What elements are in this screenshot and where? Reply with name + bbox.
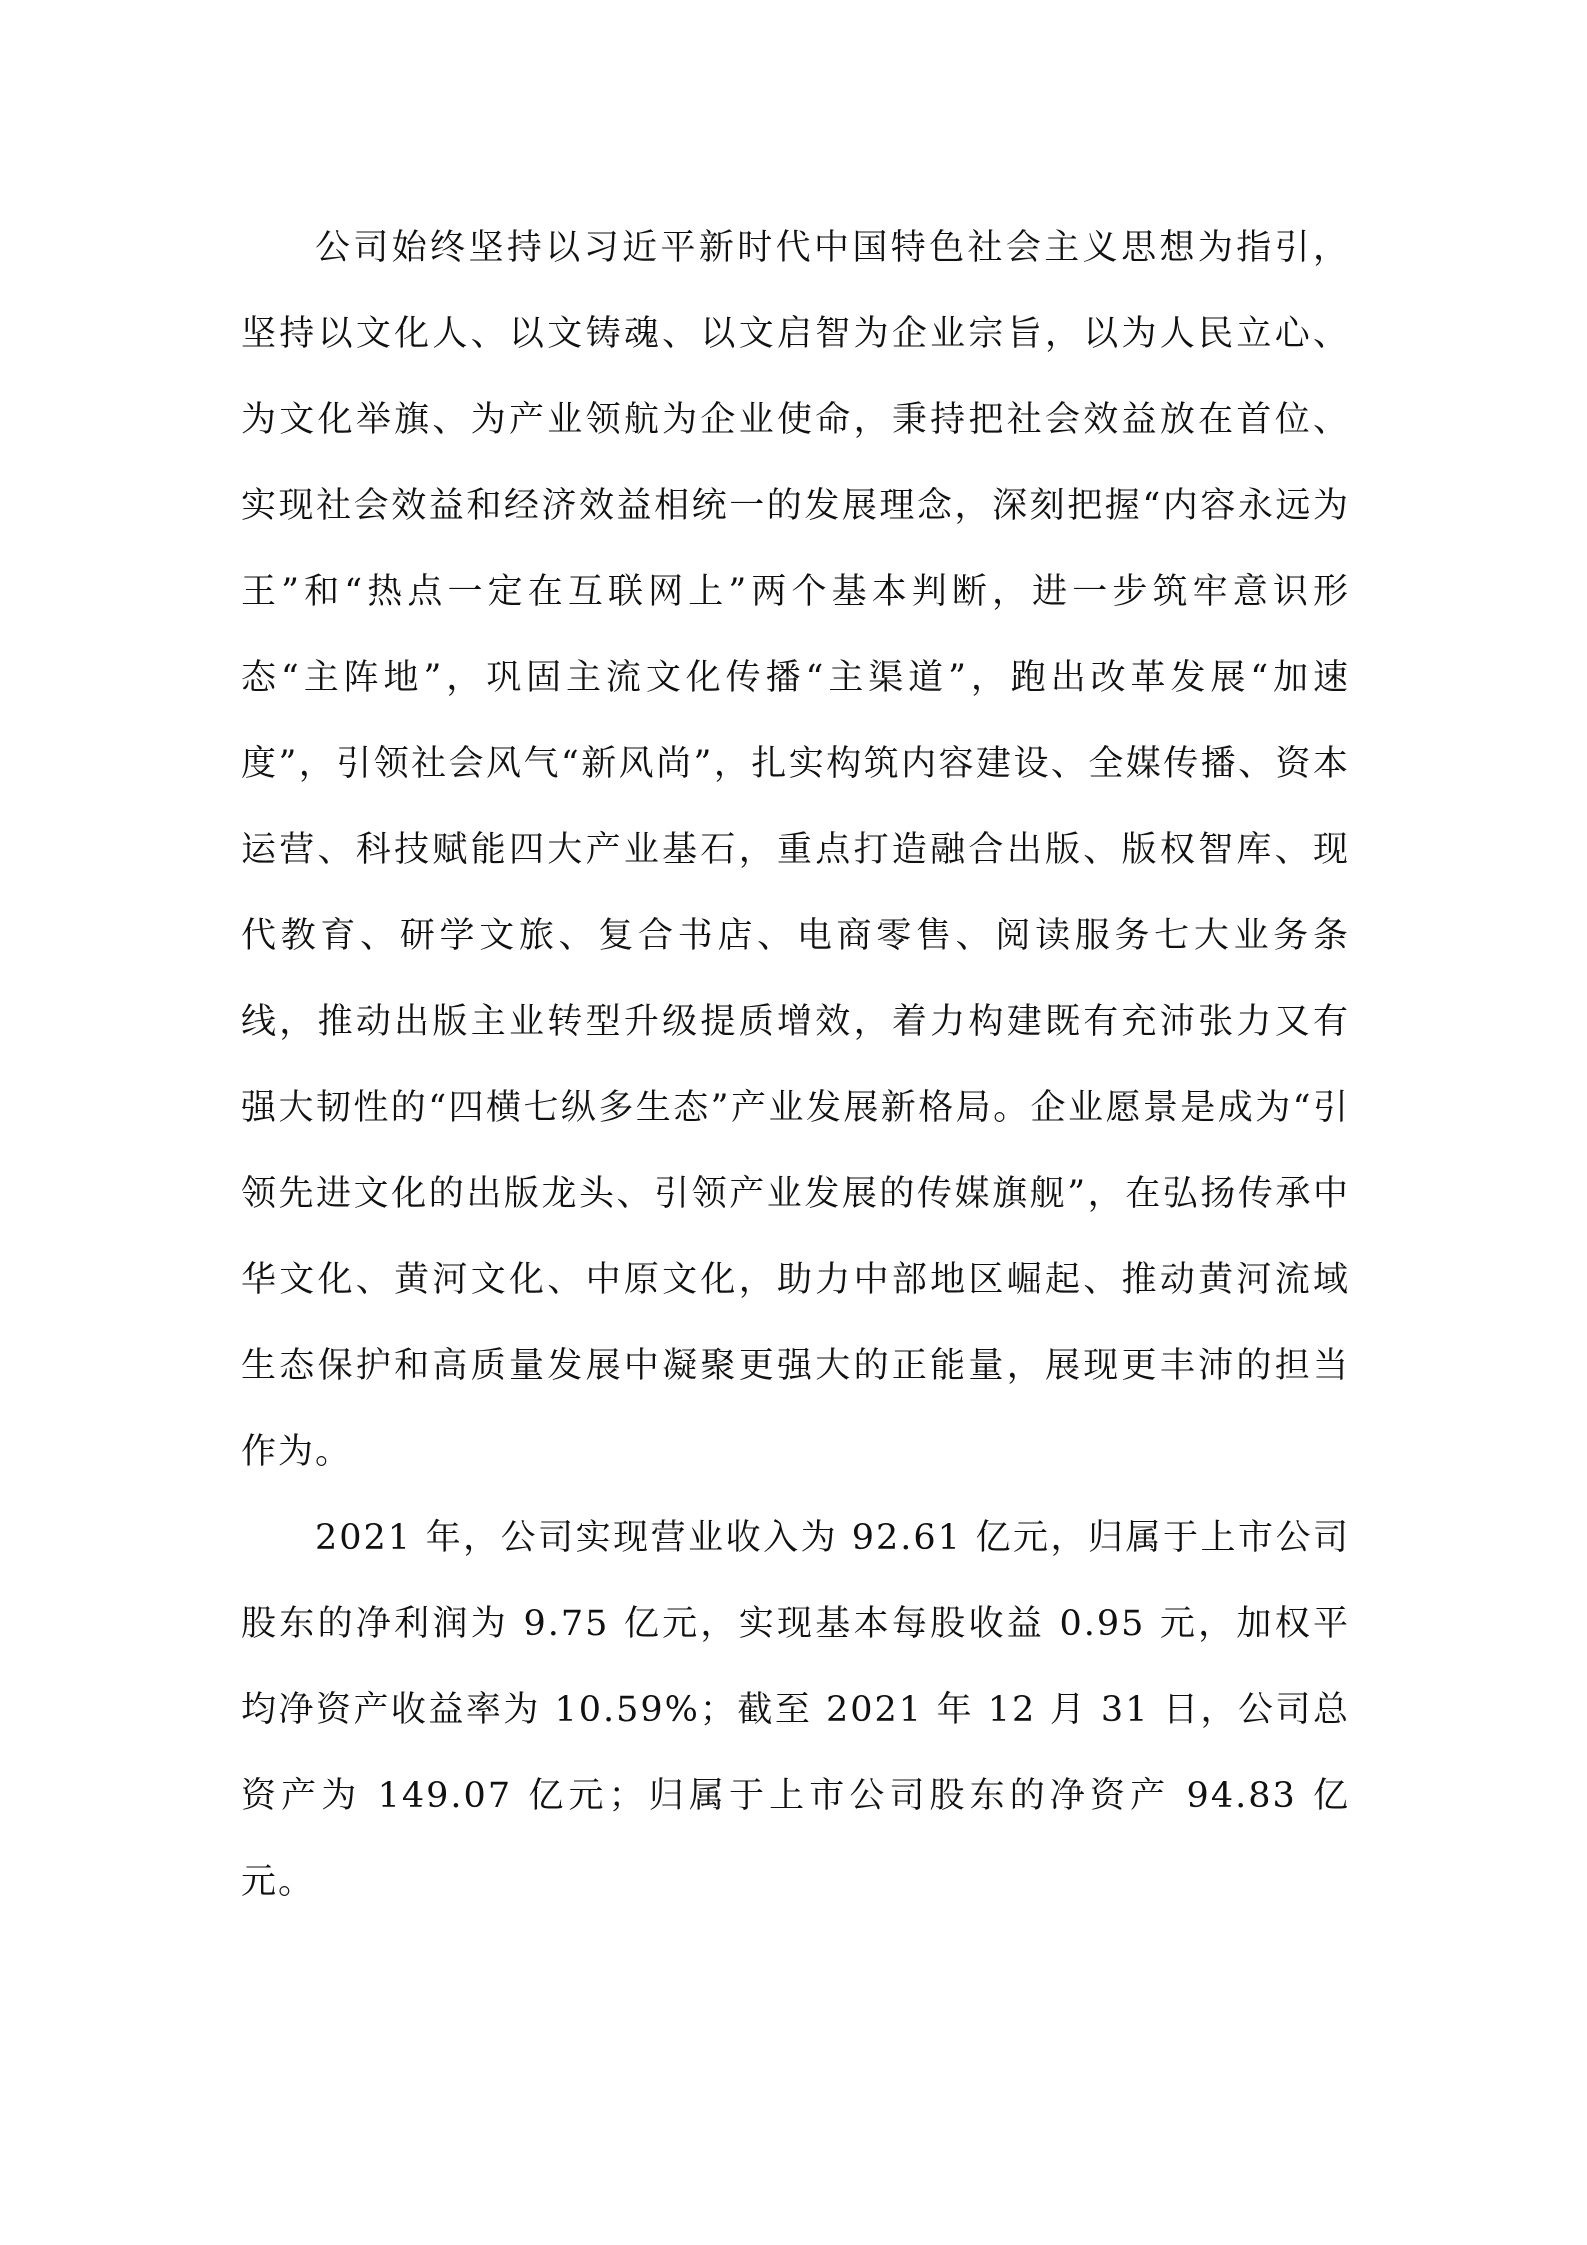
paragraph-company-mission: 公司始终坚持以习近平新时代中国特色社会主义思想为指引，坚持以文化人、以文铸魂、以文启智为企业宗旨，以为人民立心、为文化举旗、为产业领航为企业使命，秉持把社会效益放在首位、实现社会效益和经济效益相统一的发展理念，深刻把握“内容永远为王”和“热点一定在互联网上”两个基本判断，进一步筑牢意识形态“主阵地”，巩固主流文化传播“主渠道”，跑出改革发展“加速度”，引领社会风气“新风尚”，扎实构筑内容建设、全媒传播、资本运营、科技赋能四大产业基石，重点打造融合出版、版权智库、现代教育、研学文旅、复合书店、电商零售、阅读服务七大业务条线，推动出版主业转型升级提质增效，着力构建既有充沛张力又有强大韧性的“四横七纵多生态”产业发展新格局。企业愿景是成为“引领先进文化的出版龙头、引领产业发展的传媒旗舰”，在弘扬传承中华文化、黄河文化、中原文化，助力中部地区崛起、推动黄河流域生态保护和高质量发展中凝聚更强大的正能量，展现更丰沛的担当作为。 [241,228,1350,1472]
paragraph-financial-summary: 2021 年，公司实现营业收入为 92.61 亿元，归属于上市公司股东的净利润为 9.75 亿元，实现基本每股收益 0.95 元，加权平均净资产收益率为 10.59%；截至 2021 年 12 月 31 日，公司总资产为 149.07 亿元；归属于上市公司股东的净资产 94.83 亿元。 [241,1518,1350,1902]
document-body [241,205,1350,1925]
